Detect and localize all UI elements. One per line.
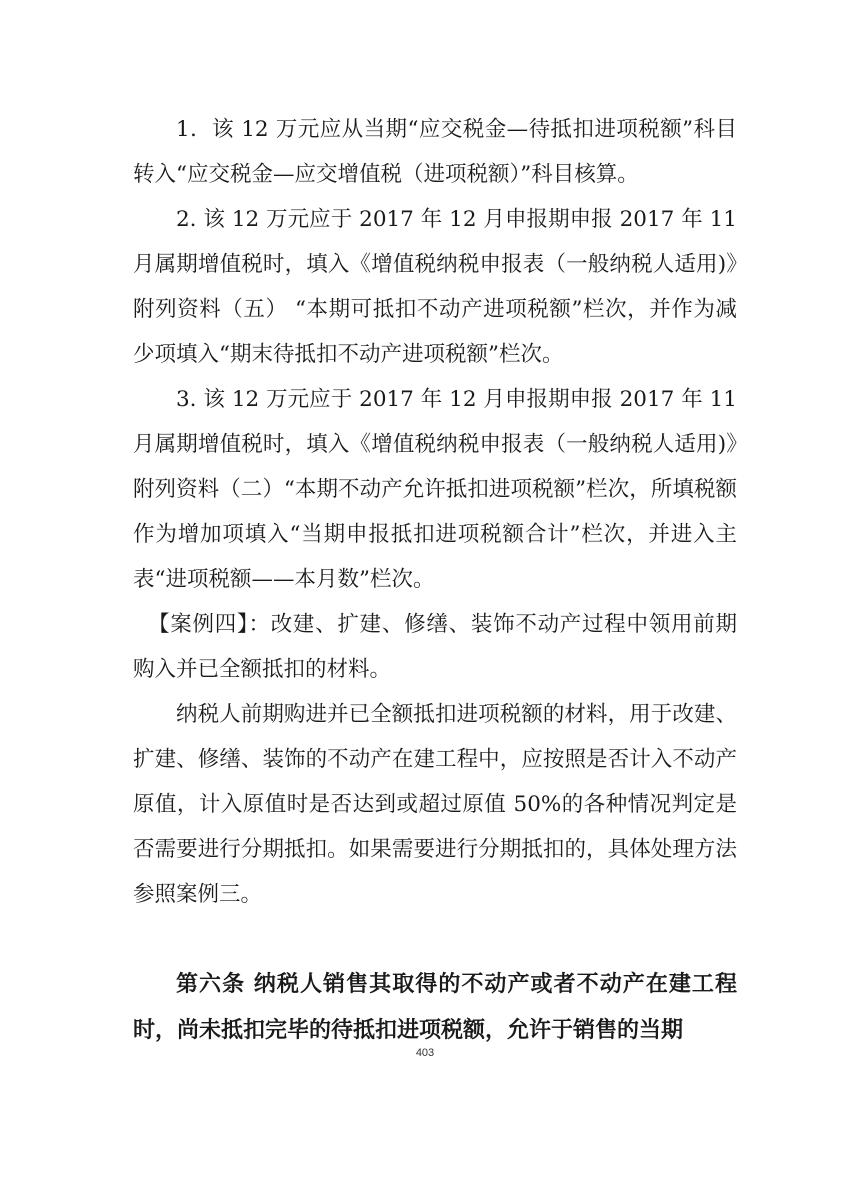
paragraph-3: 3. 该 12 万元应于 2017 年 12 月申报期申报 2017 年 11月属期增值税时，填入《增值税纳税申报表（一般纳税人适用)》附列资料（二）“本期不动产允许抵扣进项税额”栏次，所填税额作为增加项填入“当期申报抵扣进项税额合计”栏次，并进入主表“进项税额——本月数”栏次。 [133, 387, 737, 592]
page-body [133, 107, 737, 1053]
paragraph-2: 2. 该 12 万元应于 2017 年 12 月申报期申报 2017 年 11月属期增值税时，填入《增值税纳税申报表（一般纳税人适用)》附列资料（五） “本期可抵扣不动产进项税额”栏次，并作为减少项填入“期末待抵扣不动产进项税额”栏次。 [133, 207, 737, 367]
article-six-heading: 第六条 纳税人销售其取得的不动产或者不动产在建工程时，尚未抵扣完毕的待抵扣进项税额，允许于销售的当期 [133, 971, 737, 1043]
case-four-body: 纳税人前期购进并已全额抵扣进项税额的材料，用于改建、扩建、修缮、装饰的不动产在建工程中，应按照是否计入不动产原值，计入原值时是否达到或超过原值 50%的各种情况判定是否需要进行分期抵扣。如果需要进行分期抵扣的，具体处理方法参照案例三。 [133, 702, 737, 907]
paragraph-1: 1．该 12 万元应从当期“应交税金—待抵扣进项税额”科目转入“应交税金—应交增值税（进项税额）”科目核算。 [133, 117, 737, 187]
page-number: 403 [415, 1047, 435, 1059]
section-gap [133, 917, 737, 961]
case-four-title: 【案例四】：改建、扩建、修缮、装饰不动产过程中领用前期购入并已全额抵扣的材料。 [133, 612, 737, 682]
